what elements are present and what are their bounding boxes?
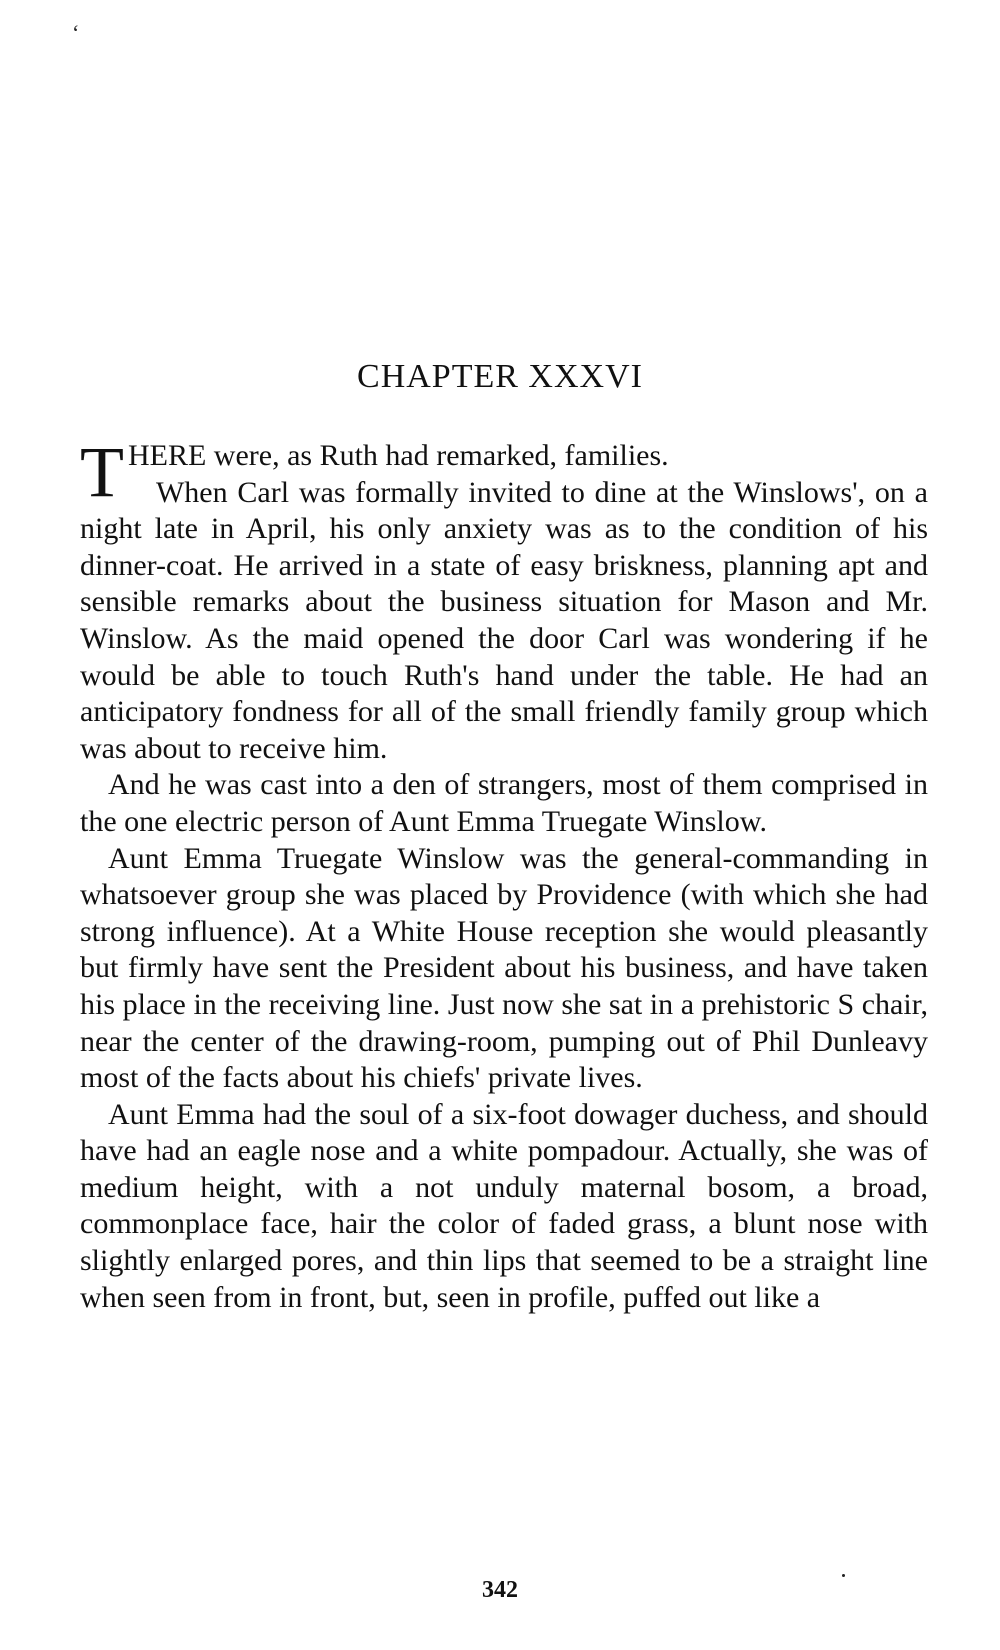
paragraph: Aunt Emma had the soul of a six-foot dowager duchess, and should have had an eagle nose and a white pompadour. Actually, she was of medium height, with a not unduly maternal bosom, a broad, commonplace face, hair the color of faded grass, a blunt nose with slightly enlarged pores, and thin lips that seemed to be a straight line when seen from in front, but, seen in profile, puffed out like a bbox=[80, 1097, 928, 1314]
body-text bbox=[80, 432, 928, 1316]
page-number: 342 bbox=[482, 1577, 518, 1603]
drop-cap: T bbox=[80, 432, 124, 512]
paragraph: And he was cast into a den of strangers, most of them comprised in the one electric person of Aunt Emma Truegate Winslow. bbox=[80, 768, 928, 838]
print-speck bbox=[842, 1574, 845, 1577]
paragraph-text: HERE were, as Ruth had remarked, families. bbox=[127, 439, 669, 472]
paragraph bbox=[80, 432, 928, 512]
corner-mark: ʻ bbox=[72, 20, 80, 45]
paragraph: When Carl was formally invited to dine at the Winslows', on a night late in April, his only anxiety was as to the condition of his dinner-coat. He arrived in a state of easy briskness, planning apt and sensible remarks about the business situation for Mason and Mr. Winslow. As the maid opened the door Carl was wondering if he would be able to touch Ruth's hand under the table. He had an anticipatory fondness for all of the small friendly family group which was about to receive him. bbox=[80, 475, 928, 765]
chapter-title: CHAPTER XXXVI bbox=[357, 358, 643, 395]
paragraph: Aunt Emma Truegate Winslow was the general-commanding in whatsoever group she was placed by Providence (with which she had strong influence). At a White House reception she would pleasantly but firmly have sent the President about his business, and have taken his place in the receiving line. Just now she sat in a prehistoric S chair, near the center of the drawing-room, pumping out of Phil Dunleavy most of the facts about his chiefs' private lives. bbox=[80, 841, 928, 1095]
